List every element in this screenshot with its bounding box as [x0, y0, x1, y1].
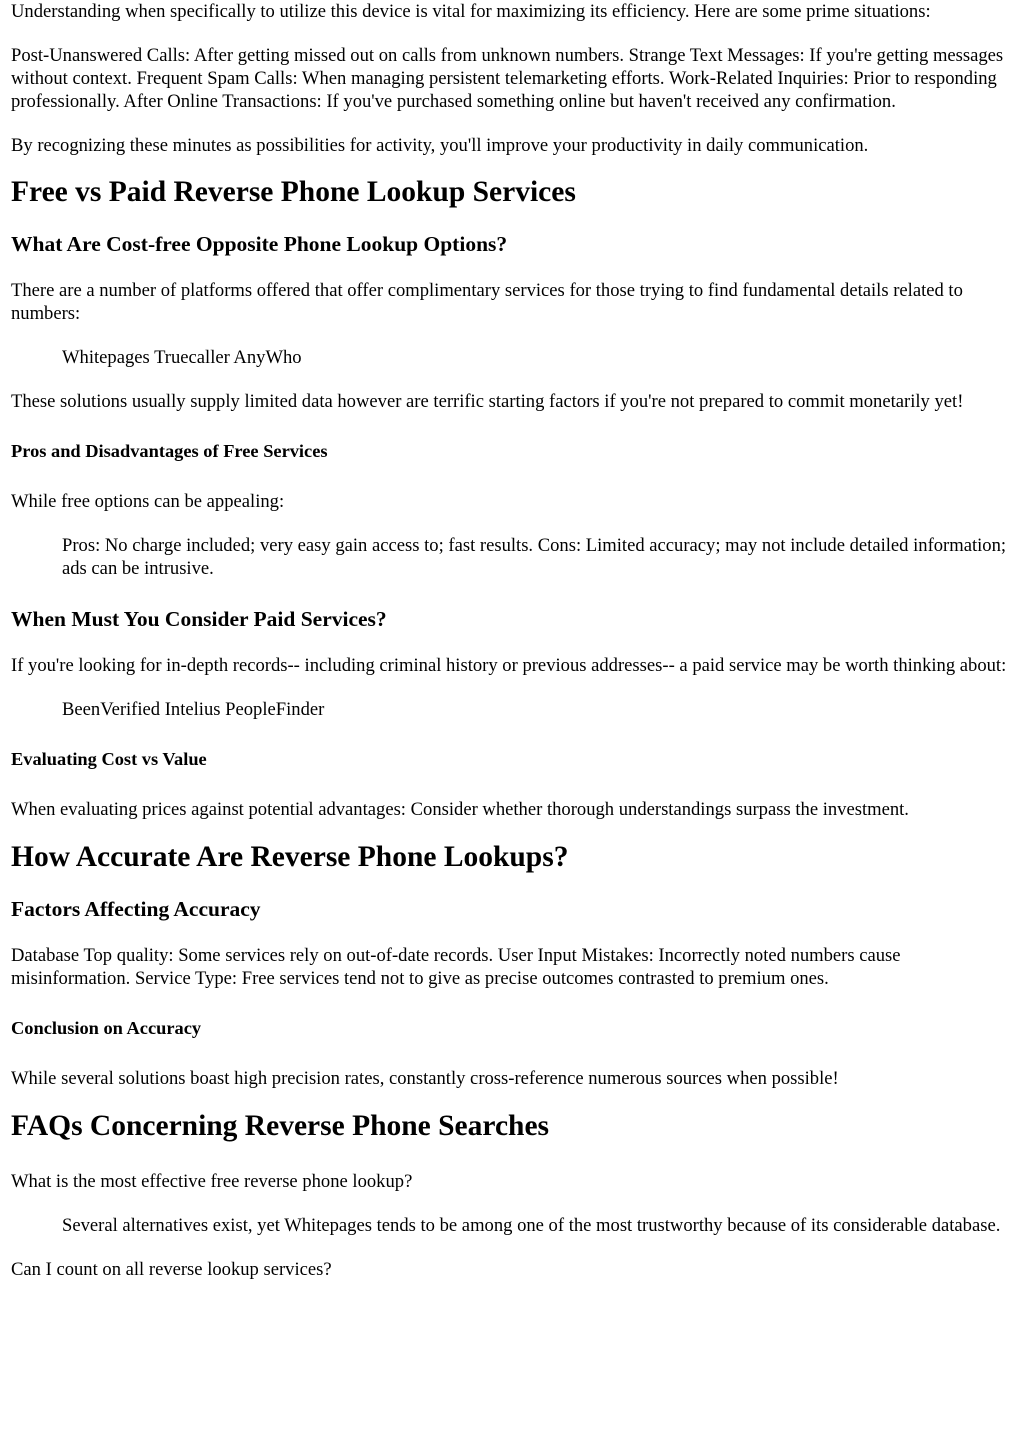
intro-paragraph-3: By recognizing these minutes as possibilities for activity, you'll improve your productivity in daily communication.: [11, 135, 869, 156]
paid-services-list: BeenVerified Intelius PeopleFinder: [62, 699, 325, 720]
subheading-paid-services: When Must You Consider Paid Services?: [11, 607, 387, 631]
intro-paragraph-1: Understanding when specifically to utilize this device is vital for maximizing its efficiency. Here are some prime situations:: [11, 1, 931, 22]
intro-paragraph-2: Post-Unanswered Calls: After getting missed out on calls from unknown numbers. Strange Text Messages: If you're getting messages without context. Frequent Spam Calls: When managing persistent telemarketing efforts. Work-Related Inquiries: Prior to responding professionally. After Online Transactions: If you've purchased something online but haven't received any confirmation.: [11, 45, 1004, 112]
heading-accuracy: How Accurate Are Reverse Phone Lookups?: [11, 841, 569, 873]
free-services-list: Whitepages Truecaller AnyWho: [62, 347, 302, 368]
free-options-paragraph: There are a number of platforms offered that offer complimentary services for those trying to find fundamental details related to numbers:: [11, 280, 963, 324]
subheading-cost-value: Evaluating Cost vs Value: [11, 749, 207, 769]
subheading-free-options: What Are Cost-free Opposite Phone Lookup Options?: [11, 232, 508, 256]
subheading-conclusion-accuracy: Conclusion on Accuracy: [11, 1018, 202, 1038]
paid-services-paragraph: If you're looking for in-depth records-- including criminal history or previous addresses-- a paid service may be worth thinking about:: [11, 655, 1007, 676]
free-options-paragraph-2: These solutions usually supply limited data however are terrific starting factors if you're not prepared to commit monetarily yet!: [11, 391, 964, 412]
faq-question-2: Can I count on all reverse lookup services?: [11, 1259, 332, 1280]
faq-answer-1: Several alternatives exist, yet Whitepages tends to be among one of the most trustworthy because of its considerable database.: [62, 1215, 1001, 1236]
heading-free-vs-paid: Free vs Paid Reverse Phone Lookup Services: [11, 176, 576, 208]
pros-cons-intro: While free options can be appealing:: [11, 491, 285, 512]
conclusion-accuracy-paragraph: While several solutions boast high precision rates, constantly cross-reference numerous sources when possible!: [11, 1068, 839, 1089]
pros-cons-list: Pros: No charge included; very easy gain access to; fast results. Cons: Limited accuracy; may not include detailed information; ads can be intrusive.: [62, 535, 1007, 579]
faq-question-1: What is the most effective free reverse phone lookup?: [11, 1171, 413, 1192]
cost-value-paragraph: When evaluating prices against potential advantages: Consider whether thorough understandings surpass the investment.: [11, 799, 909, 820]
heading-faqs: FAQs Concerning Reverse Phone Searches: [11, 1110, 550, 1142]
factors-accuracy-paragraph: Database Top quality: Some services rely on out-of-date records. User Input Mistakes: Incorrectly noted numbers cause misinformation. Service Type: Free services tend not to give as precise outcomes contrasted to premium ones.: [11, 945, 901, 989]
subheading-pros-cons: Pros and Disadvantages of Free Services: [11, 441, 328, 461]
subheading-factors-accuracy: Factors Affecting Accuracy: [11, 897, 261, 921]
